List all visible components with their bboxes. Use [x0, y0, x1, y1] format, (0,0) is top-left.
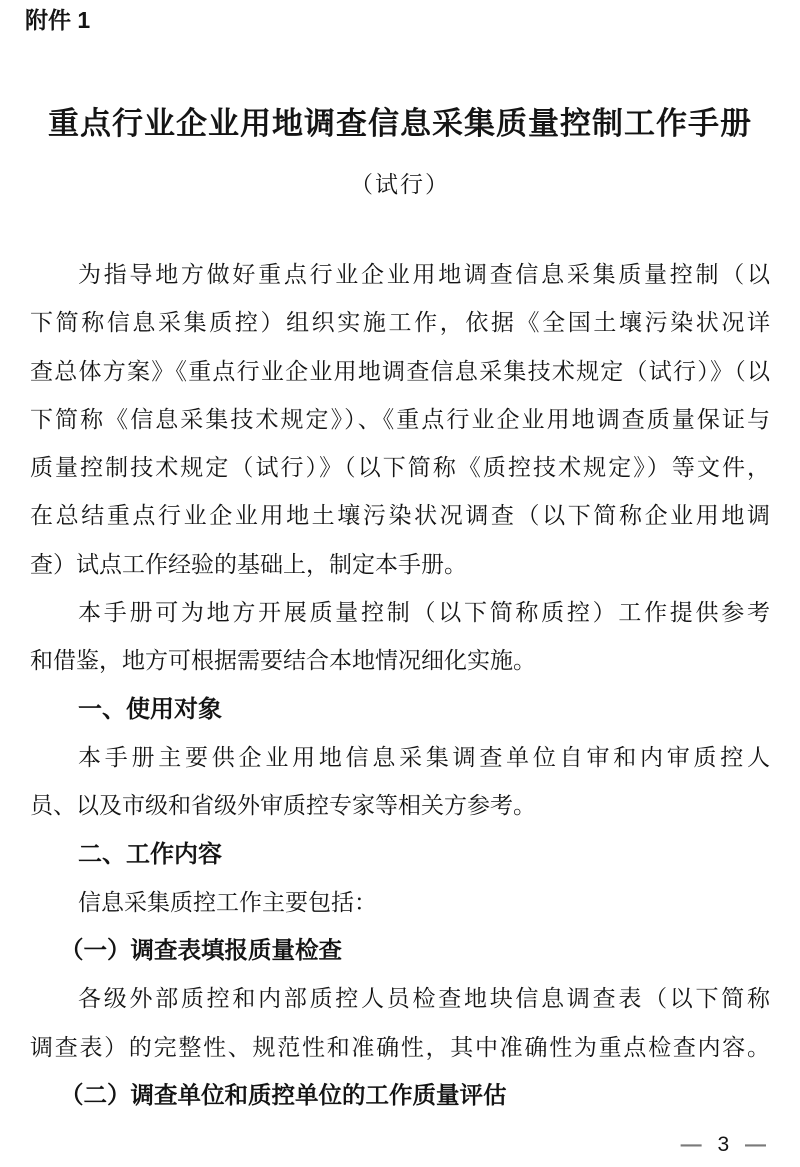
section-heading-2: 二、工作内容: [78, 840, 222, 868]
body-line: 查）试点工作经验的基础上，制定本手册。: [30, 551, 467, 577]
body-line: 调查表）的完整性、规范性和准确性，其中准确性为重点检查内容。: [30, 1034, 770, 1060]
body-line: 为指导地方做好重点行业企业用地调查信息采集质量控制（以: [78, 262, 770, 287]
body-line: 本手册可为地方开展质量控制（以下简称质控）工作提供参考: [78, 600, 770, 626]
document-title: 重点行业企业用地调查信息采集质量控制工作手册: [48, 106, 752, 141]
page-number-dash-right: —: [745, 1133, 766, 1156]
section-heading-1: 一、使用对象: [78, 695, 222, 723]
body-line: 员、以及市级和省级外审质控专家等相关方参考。: [30, 793, 536, 819]
body-line: 质量控制技术规定（试行）》（以下简称《质控技术规定》）等文件，: [30, 455, 770, 481]
body-line: 本手册主要供企业用地信息采集调查单位自审和内审质控人: [78, 744, 770, 770]
attachment-label: 附件 1: [25, 7, 91, 33]
page-number: [681, 1133, 766, 1157]
body-line: 下简称《信息采集技术规定》）、《重点行业企业用地调查质量保证与: [30, 406, 770, 432]
body-line: 信息采集质控工作主要包括：: [78, 889, 377, 915]
document-body: [30, 251, 770, 1120]
body-line: 各级外部质控和内部质控人员检查地块信息调查表（以下简称: [78, 986, 770, 1012]
subsection-heading-1: （一）调查表填报质量检查: [60, 938, 342, 965]
subsection-heading-2: （二）调查单位和质控单位的工作质量评估: [60, 1083, 507, 1110]
body-line: 在总结重点行业企业用地土壤污染状况调查（以下简称企业用地调: [30, 503, 770, 529]
page-number-dash-left: —: [680, 1133, 702, 1156]
body-line: 查总体方案》《重点行业企业用地调查信息采集技术规定（试行）》（以: [30, 358, 770, 384]
page-number-value: 3: [717, 1133, 730, 1156]
document-subtitle: （试行）: [350, 172, 450, 197]
body-line: 和借鉴，地方可根据需要结合本地情况细化实施。: [30, 648, 536, 674]
body-line: 下简称信息采集质控）组织实施工作，依据《全国土壤污染状况详: [30, 310, 770, 336]
